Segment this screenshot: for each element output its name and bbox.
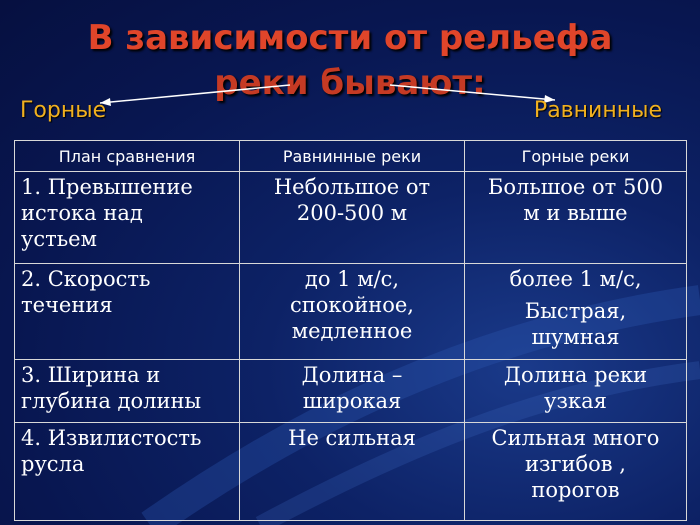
cell-plain: Не сильная	[240, 423, 465, 521]
arrow-right-line	[390, 85, 555, 100]
cell-criterion: 4. Извилистость русла	[15, 423, 240, 521]
page-title-line-2: реки бывают:	[214, 63, 486, 103]
category-plain: Равнинные	[533, 98, 662, 123]
table-row	[15, 360, 687, 423]
cell-criterion: 2. Скорость течения	[15, 264, 240, 360]
cell-criterion: 1. Превышение истока над устьем	[15, 172, 240, 264]
cell-mountain: Большое от 500 м и выше	[465, 172, 687, 264]
cell-mountain: Долина реки узкая	[465, 360, 687, 423]
cell-mountain: Сильная много изгибов , порогов	[465, 423, 687, 521]
table-row	[15, 264, 687, 360]
comparison-table	[14, 140, 687, 521]
page-title-line-1: В зависимости от рельефа	[87, 18, 613, 58]
category-mountain: Горные	[20, 98, 107, 123]
cell-plain: Долина – широкая	[240, 360, 465, 423]
cell-plain: до 1 м/с, спокойное, медленное	[240, 264, 465, 360]
arrow-left-line	[100, 85, 290, 103]
header-plain-rivers: Равнинные реки	[240, 141, 465, 172]
table-header-row	[15, 141, 687, 172]
header-criterion: План сравнения	[15, 141, 240, 172]
table-row	[15, 423, 687, 521]
cell-plain: Небольшое от 200-500 м	[240, 172, 465, 264]
cell-criterion: 3. Ширина и глубина долины	[15, 360, 240, 423]
header-mountain-rivers: Горные реки	[465, 141, 687, 172]
table-row	[15, 172, 687, 264]
cell-mountain: более 1 м/с, Быстрая, шумная	[465, 264, 687, 360]
